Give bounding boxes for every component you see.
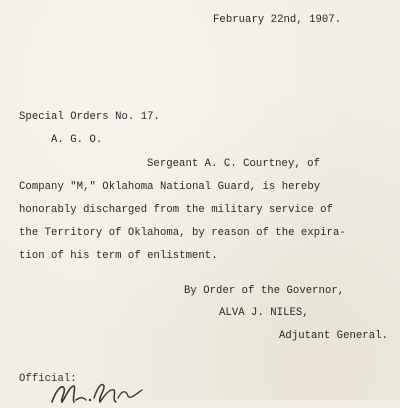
office-line: A. G. O. [51,134,103,146]
special-orders-line: Special Orders No. 17. [19,111,160,123]
body-line-2: Company "M," Oklahoma National Guard, is hereby [19,181,321,193]
closing-signatory-name: ALVA J. NILES, [219,307,309,319]
closing-signatory-title: Adjutant General. [279,330,388,342]
document-date: February 22nd, 1907. [213,14,342,26]
body-line-1: Sergeant A. C. Courtney, of [147,158,320,170]
official-label: Official: [19,373,77,385]
handwritten-signature-icon [46,378,166,408]
body-line-4: the Territory of Oklahoma, by reason of the expira- [19,227,346,239]
body-line-3: honorably discharged from the military service of [19,204,333,216]
body-line-5: tion of his term of enlistment. [19,250,218,262]
closing-order-of-governor: By Order of the Governor, [184,285,345,297]
